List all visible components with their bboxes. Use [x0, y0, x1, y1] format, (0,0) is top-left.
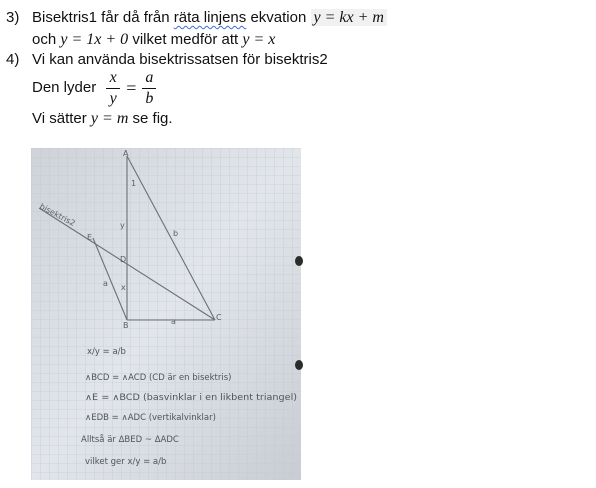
fraction-1-bar	[106, 88, 120, 89]
note-3: ∧EDB = ∧ADC (vertikalvinklar)	[85, 413, 216, 423]
line-equation[interactable]: y = kx + m	[311, 9, 387, 26]
equals-sign: =	[126, 78, 137, 98]
handwritten-figure-photo	[31, 148, 301, 480]
label-y: y	[120, 221, 125, 230]
substitution-line	[32, 109, 173, 129]
paper-grid	[31, 148, 301, 480]
fraction-2-bar	[142, 88, 156, 89]
label-b: b	[173, 229, 179, 238]
substitution-text-a: Vi sätter	[32, 110, 91, 127]
label-1: 1	[131, 179, 137, 188]
fraction-1-denominator: y	[109, 89, 117, 107]
step-3-number: 3)	[6, 9, 20, 26]
result-equation: y = x	[242, 31, 276, 48]
label-E: E	[87, 233, 93, 242]
label-B: B	[123, 321, 129, 330]
label-a-bottom: a	[171, 317, 176, 326]
step-3-line-1	[6, 8, 387, 28]
fraction-2-denominator: b	[145, 89, 154, 107]
theorem-intro: Den lyder	[32, 79, 97, 96]
note-ratio: x/y = a/b	[87, 347, 126, 357]
label-D: D	[120, 255, 127, 264]
step-4-line-1	[6, 50, 328, 70]
note-4: Alltså är ΔBED ~ ΔADC	[81, 435, 179, 445]
label-x: x	[121, 283, 126, 292]
bisector-equation: y = 1x + 0	[60, 31, 129, 48]
step-3-text-medfor: vilket medför att	[128, 31, 243, 48]
fraction-x-over-y	[106, 69, 120, 108]
step-3-text-c: ekvation	[246, 9, 307, 26]
step-3-spellcheck-word: räta linjens	[173, 9, 247, 26]
label-bisektris: bisektris2	[38, 201, 77, 229]
note-5: vilket ger x/y = a/b	[85, 457, 167, 467]
fraction-2-numerator: a	[145, 68, 154, 86]
theorem-line	[32, 70, 156, 106]
binder-hole-1	[295, 256, 303, 266]
label-A: A	[123, 149, 129, 158]
step-3-line-2	[32, 30, 275, 50]
note-1: ∧BCD = ∧ACD (CD är en bisektris)	[85, 373, 232, 383]
substitution-equation: y = m	[90, 110, 129, 127]
step-4-text: Vi kan använda bisektrissatsen för bisektris2	[32, 51, 328, 68]
binder-hole-2	[295, 360, 303, 370]
fraction-a-over-b	[142, 69, 156, 108]
step-4-number: 4)	[6, 51, 20, 68]
step-3-text-och: och	[32, 31, 61, 48]
label-C: C	[216, 313, 222, 322]
step-3-text-a: Bisektris1 får då från	[32, 9, 174, 26]
label-a-left: a	[103, 279, 108, 288]
fraction-1-numerator: x	[109, 68, 117, 86]
substitution-text-b: se fig.	[128, 110, 173, 127]
note-2: ∧E = ∧BCD (basvinklar i en likbent triangel)	[85, 393, 297, 403]
